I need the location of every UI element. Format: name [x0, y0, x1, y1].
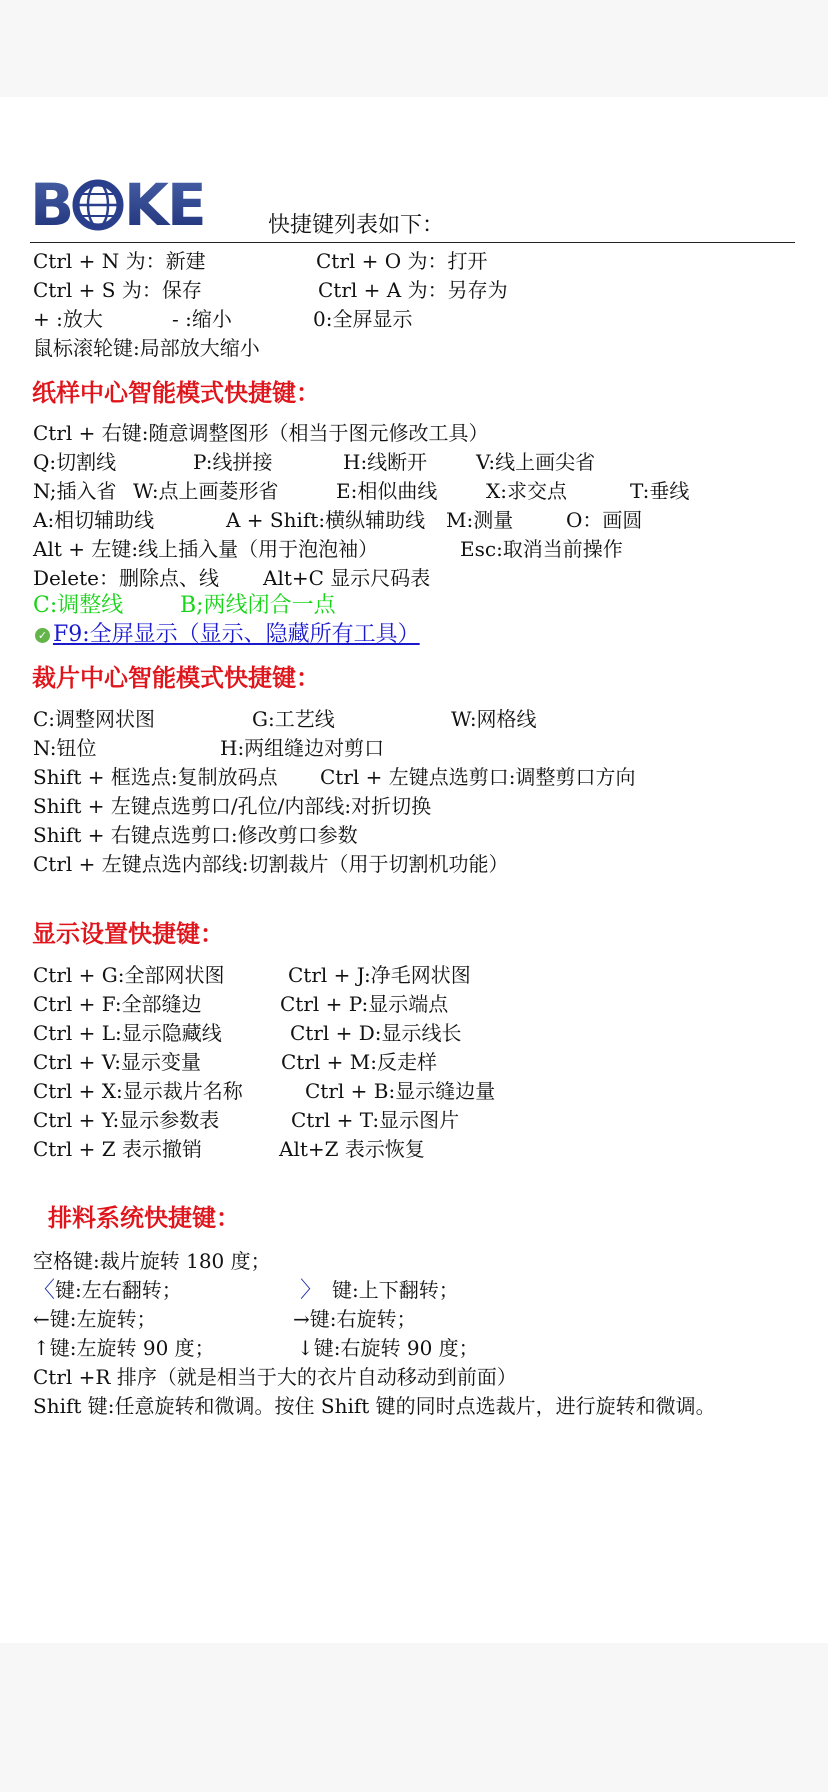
shortcut-item: G:工艺线 [252, 707, 335, 731]
shortcut-item: Ctrl + J:净毛网状图 [288, 963, 471, 987]
shortcut-item: + :放大 [33, 307, 103, 331]
shortcut-item: 〉 键:上下翻转； [300, 1278, 459, 1303]
svg-text:B: B [30, 173, 73, 235]
highlight-shortcut: B;两线闭合一点 [180, 593, 336, 618]
shortcut-item: Esc:取消当前操作 [460, 537, 623, 561]
shortcut-item: Ctrl +R 排序（就是相当于大的衣片自动移动到前面） [33, 1365, 517, 1389]
shortcut-item: E:相似曲线 [336, 479, 438, 503]
section-title-paper: 纸样中心智能模式快捷键： [32, 378, 320, 407]
svg-text:KE: KE [124, 173, 205, 235]
shortcut-item: Shift + 框选点:复制放码点 [33, 765, 278, 789]
shortcut-item: M:测量 [446, 508, 514, 532]
document-page [0, 97, 828, 1643]
shortcut-item: Ctrl + Y:显示参数表 [33, 1108, 220, 1132]
up-arrow-key-icon: ↑ [33, 1336, 50, 1360]
shortcut-item: ↑键:左旋转 90 度； [33, 1336, 215, 1360]
title-divider [30, 242, 795, 243]
shortcut-item: C:调整网状图 [33, 707, 156, 731]
shortcut-item: Ctrl + A 为：另存为 [318, 278, 508, 302]
shortcut-item: Alt+Z 表示恢复 [279, 1137, 425, 1161]
section-title-cut: 裁片中心智能模式快捷键： [32, 663, 320, 692]
shortcut-item: Ctrl + N 为：新建 [33, 249, 206, 273]
shortcut-item: O：画圆 [566, 508, 643, 532]
shortcut-item: Ctrl + P:显示端点 [280, 992, 449, 1016]
document-title: 快捷键列表如下： [268, 213, 445, 238]
shortcut-item: X:求交点 [486, 479, 567, 503]
shortcut-item: N;插入省 [33, 479, 117, 503]
shortcut-item: ←键:左旋转； [33, 1307, 157, 1331]
shortcut-item: Shift + 左键点选剪口/孔位/内部线:对折切换 [33, 794, 432, 818]
shortcut-item: A:相切辅助线 [33, 508, 155, 532]
shortcut-item: - :缩小 [172, 307, 232, 331]
shortcut-item: Ctrl + 左键点选剪口:调整剪口方向 [320, 765, 636, 789]
shortcut-item: Ctrl + L:显示隐藏线 [33, 1021, 222, 1045]
shortcut-item: Ctrl + S 为：保存 [33, 278, 202, 302]
shortcut-item: Alt + 左键:线上插入量（用于泡泡袖） [33, 537, 379, 561]
right-arrow-key-icon: → [293, 1307, 310, 1331]
shortcut-item: T:垂线 [630, 479, 690, 503]
shortcut-item: ↓键:右旋转 90 度； [297, 1336, 479, 1360]
shortcut-item: Shift + 右键点选剪口:修改剪口参数 [33, 823, 358, 847]
shortcut-item: P:线拼接 [193, 450, 273, 474]
shortcut-item: →键:右旋转； [293, 1307, 417, 1331]
shortcut-item: Alt+C 显示尺码表 [263, 566, 431, 590]
shortcut-item: N:钮位 [33, 736, 97, 760]
shortcut-item: Ctrl + 左键点选内部线:切割裁片（用于切割机功能） [33, 852, 509, 876]
shortcut-item: Ctrl + F:全部缝边 [33, 992, 202, 1016]
f9-link-row[interactable] [35, 622, 420, 647]
shortcut-item: 鼠标滚轮键:局部放大缩小 [33, 336, 260, 360]
left-arrow-key-icon: ← [33, 1307, 50, 1331]
shortcut-item: Ctrl + G:全部网状图 [33, 963, 225, 987]
f9-fullscreen-link[interactable]: F9:全屏显示（显示、隐藏所有工具） [53, 622, 420, 647]
shortcut-item: Ctrl + T:显示图片 [291, 1108, 460, 1132]
shortcut-item: Ctrl + M:反走样 [281, 1050, 437, 1074]
shortcut-item: Delete：删除点、线 [33, 566, 219, 590]
right-angle-key-icon: 〉 [300, 1278, 323, 1303]
section-title-marker: 排料系统快捷键： [48, 1203, 240, 1232]
shortcut-item: H:线断开 [343, 450, 428, 474]
shortcut-item: 〈键:左右翻转； [33, 1278, 182, 1303]
left-angle-key-icon: 〈 [33, 1278, 56, 1303]
section-title-display: 显示设置快捷键： [32, 919, 224, 948]
check-icon: ✓ [35, 628, 50, 643]
shortcut-item: A + Shift:横纵辅助线 [226, 508, 426, 532]
shortcut-item: W:点上画菱形省 [133, 479, 279, 503]
shortcut-item: Ctrl + X:显示裁片名称 [33, 1079, 243, 1103]
shortcut-item: W:网格线 [451, 707, 537, 731]
shortcut-item: Q:切割线 [33, 450, 117, 474]
shortcut-item: Ctrl + Z 表示撤销 [33, 1137, 203, 1161]
shortcut-item: 0:全屏显示 [313, 307, 413, 331]
shortcut-item: H:两组缝边对剪口 [220, 736, 385, 760]
boke-logo [30, 173, 210, 235]
highlight-shortcut: C:调整线 [33, 593, 124, 618]
down-arrow-key-icon: ↓ [297, 1336, 314, 1360]
shortcut-item: Ctrl + D:显示线长 [290, 1021, 462, 1045]
shortcut-item: 空格键:裁片旋转 180 度； [33, 1249, 271, 1273]
shortcut-item: Ctrl + B:显示缝边量 [305, 1079, 496, 1103]
shortcut-item: V:线上画尖省 [476, 450, 596, 474]
shortcut-item: Shift 键:任意旋转和微调。按住 Shift 键的同时点选裁片，进行旋转和微调。 [33, 1394, 716, 1418]
shortcut-item: Ctrl + 右键:随意调整图形（相当于图元修改工具） [33, 421, 489, 445]
shortcut-item: Ctrl + O 为：打开 [316, 249, 488, 273]
shortcut-item: Ctrl + V:显示变量 [33, 1050, 201, 1074]
